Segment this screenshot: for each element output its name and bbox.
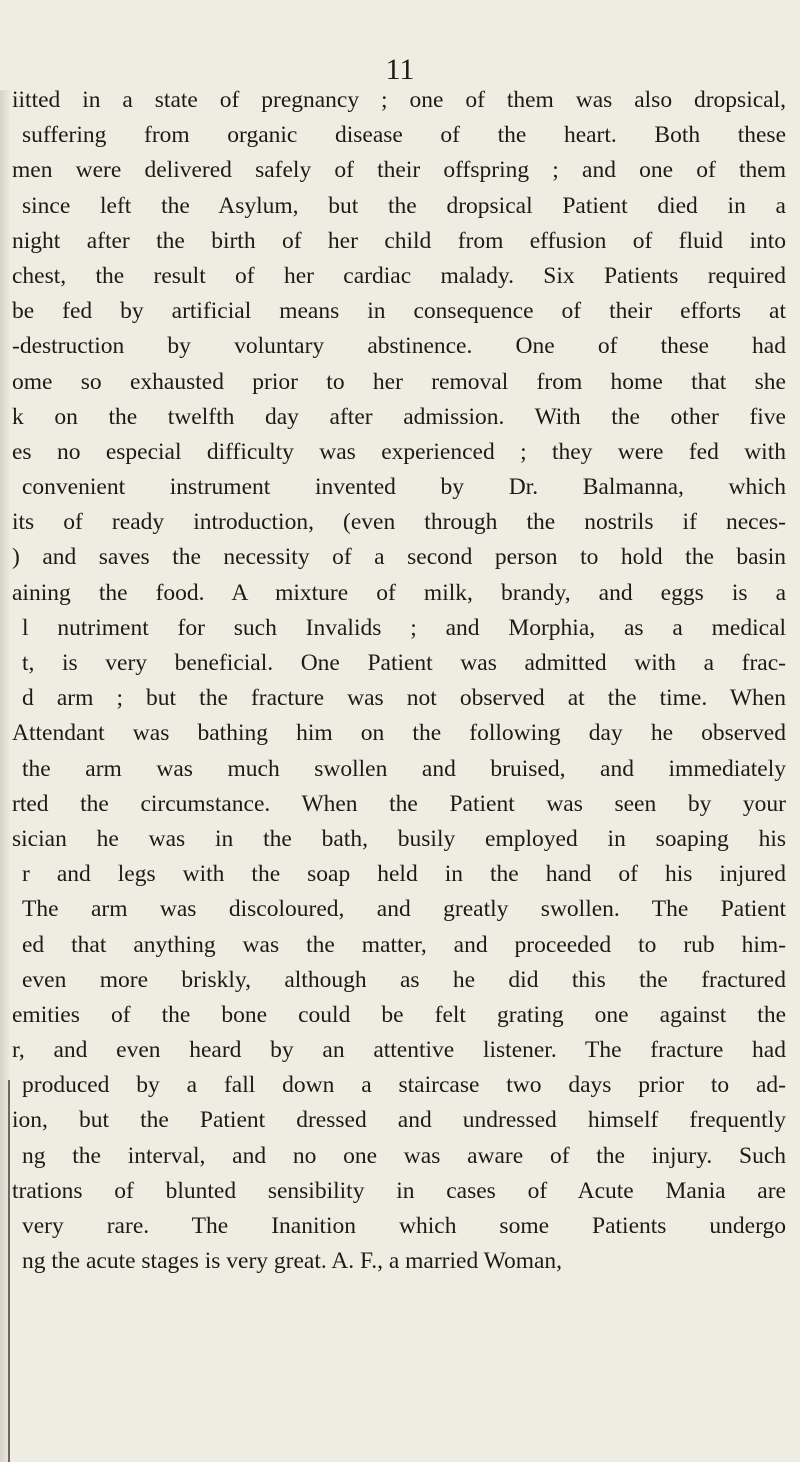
text-line: l nutriment for such Invalids ; and Morphia, as a medical [22,614,786,641]
text-line: since left the Asylum, but the dropsical Patient died in a [22,192,786,219]
text-line: ion, but the Patient dressed and undressed himself frequently [12,1107,786,1134]
text-line: night after the birth of her child from effusion of fluid into [12,227,786,254]
text-line: d arm ; but the fracture was not observed at the time. When [22,685,786,712]
text-line: The arm was discoloured, and greatly swollen. The Patient [22,896,786,923]
text-line: chest, the result of her cardiac malady. Six Patients required [12,262,786,289]
text-line: r and legs with the soap held in the hand of his injured [22,861,786,888]
text-line: ng the interval, and no one was aware of the injury. Such [22,1142,786,1169]
text-line: even more briskly, although as he did this the fractured [22,966,786,993]
text-line: ) and saves the necessity of a second person to hold the basin [12,544,786,571]
text-line: rted the circumstance. When the Patient was seen by your [12,790,786,817]
text-line: ome so exhausted prior to her removal from home that she [12,368,786,395]
body-text [0,83,786,1279]
text-line: the arm was much swollen and bruised, and immediately [22,755,786,782]
text-line: very rare. The Inanition which some Patients undergo [22,1213,786,1239]
text-line: iitted in a state of pregnancy ; one of them was also dropsical, [12,87,786,113]
text-line: produced by a fall down a staircase two days prior to ad- [22,1072,786,1099]
text-line: aining the food. A mixture of milk, brandy, and eggs is a [12,579,786,606]
text-line: emities of the bone could be felt grating one against the [12,1001,786,1028]
text-line: ed that anything was the matter, and proceeded to rub him- [22,931,786,958]
text-line: men were delivered safely of their offspring ; and one of them [12,157,786,184]
text-line: its of ready introduction, (even through the nostrils if neces- [12,509,786,536]
text-line: convenient instrument invented by Dr. Balmanna, which [22,474,786,501]
text-line: r, and even heard by an attentive listener. The fracture had [12,1037,786,1064]
text-line: k on the twelfth day after admission. With the other five [12,403,786,430]
text-line: trations of blunted sensibility in cases of Acute Mania are [12,1177,786,1204]
text-line: Attendant was bathing him on the following day he observed [12,720,786,747]
text-line: -destruction by voluntary abstinence. One of these had [12,333,786,360]
text-line: be fed by artificial means in consequence of their efforts at [12,298,786,325]
text-line: es no especial difficulty was experienced ; they were fed with [12,438,786,465]
page-number: 11 [385,53,415,86]
text-line: t, is very beneficial. One Patient was admitted with a frac- [22,650,786,676]
text-line: ng the acute stages is very great. A. F., a married Woman, [22,1248,563,1275]
text-line: sician he was in the bath, busily employed in soaping his [12,825,786,852]
text-line: suffering from organic disease of the heart. Both these [22,122,786,149]
